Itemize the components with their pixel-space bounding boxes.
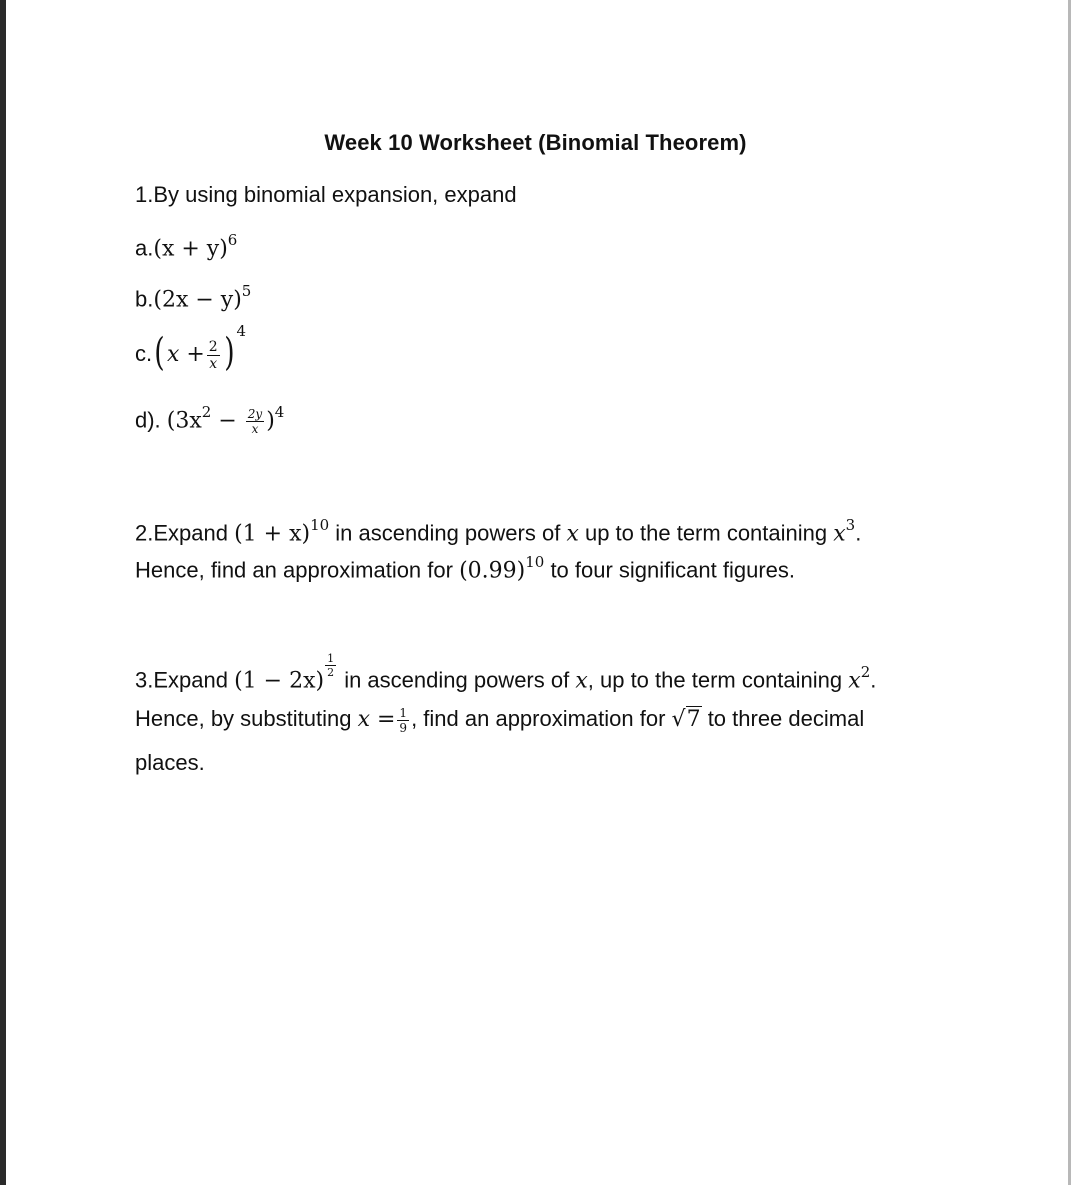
q1-a-label: a. (135, 235, 154, 261)
q3-line-3: places. (135, 750, 205, 775)
q1-prompt: 1.By using binomial expansion, expand (135, 182, 517, 207)
q1-item-b (135, 284, 251, 312)
q1-c-x-plus: x + (166, 341, 205, 367)
q3-line1-term: x (848, 668, 861, 694)
q1-c-label: c. (135, 340, 153, 366)
q3-line2-post: to three decimal (701, 706, 865, 731)
q3-line2-sqrt: √7 (671, 707, 701, 732)
q2-line1-power: 10 (310, 516, 330, 534)
q3-line1-end: . (870, 667, 877, 693)
q3-line-1 (135, 652, 877, 694)
q1-b-power: 5 (241, 282, 252, 300)
q1-c-open-paren: ( (154, 330, 165, 374)
q2-line-2 (135, 555, 795, 583)
q1-d-den: x (251, 422, 259, 437)
q1-c-close-paren: ) (223, 330, 235, 374)
q1-d-fraction (246, 408, 264, 435)
q1-c-fraction (207, 340, 220, 371)
q3-line2-mid: , find an approximation for (411, 706, 672, 731)
q3-line2-fraction (397, 707, 409, 734)
q2-line1-var: x (566, 521, 579, 547)
q2-line1-mid: in ascending powers of (329, 520, 567, 546)
q2-line-1 (135, 518, 861, 546)
q2-line2-expr: (0.99) (459, 558, 526, 584)
q1-item-a (135, 233, 237, 261)
q2-line2-post: to four significant figures. (544, 557, 796, 583)
q1-d-label: d). (135, 407, 167, 433)
q1-a-expr: (x + y) (153, 236, 228, 262)
q1-b-label: b. (135, 286, 154, 312)
q3-line1-mid: in ascending powers of (338, 667, 576, 693)
q1-d-minus: − (211, 408, 244, 434)
q2-line1-term: x (833, 521, 846, 547)
q1-c-power: 4 (236, 322, 247, 341)
q3-line1-pow-num: 1 (327, 652, 335, 665)
q3-line2-eq: x = (357, 707, 396, 732)
worksheet-title: Week 10 Worksheet (Binomial Theorem) (324, 130, 747, 155)
q1-d-lead: (3x (166, 408, 202, 434)
q1-d-close: ) (266, 408, 275, 434)
q1-c-den: x (209, 355, 218, 372)
q3-line-2 (135, 706, 864, 734)
q1-d-num: 2y (247, 407, 263, 422)
q1-d-square: 2 (201, 403, 212, 421)
q3-line1-pre: 3.Expand (135, 667, 235, 693)
q2-line2-pre: Hence, find an approximation for (135, 557, 460, 583)
q3-line1-var: x (575, 668, 588, 694)
q3-line1-post: , up to the term containing (587, 667, 849, 693)
q3-line1-pow-den: 2 (327, 666, 335, 679)
q3-line1-expr: (1 − 2x) (234, 668, 325, 694)
q2-line1-end: . (855, 520, 862, 546)
q1-item-d (135, 405, 284, 435)
q3-line2-num: 1 (399, 705, 408, 720)
q2-line1-expr: (1 + x) (234, 521, 311, 547)
q1-c-num: 2 (208, 338, 218, 355)
page-edge-left (0, 0, 6, 1185)
q1-a-power: 6 (227, 231, 238, 249)
q2-line1-post: up to the term containing (578, 520, 834, 546)
q2-line1-pre: 2.Expand (135, 520, 235, 546)
q3-line1-power-fraction (325, 653, 336, 678)
q2-line1-term-power: 3 (845, 516, 856, 534)
q3-line2-radicand: 7 (686, 707, 701, 732)
q1-b-expr: (2x − y) (153, 287, 242, 313)
q3-line1-term-power: 2 (860, 663, 871, 681)
q1-d-power: 4 (274, 403, 285, 421)
q1-item-c (135, 322, 247, 374)
q2-line2-power: 10 (525, 553, 545, 571)
q3-line2-pre: Hence, by substituting (135, 706, 358, 731)
q3-line2-den: 9 (399, 720, 408, 735)
